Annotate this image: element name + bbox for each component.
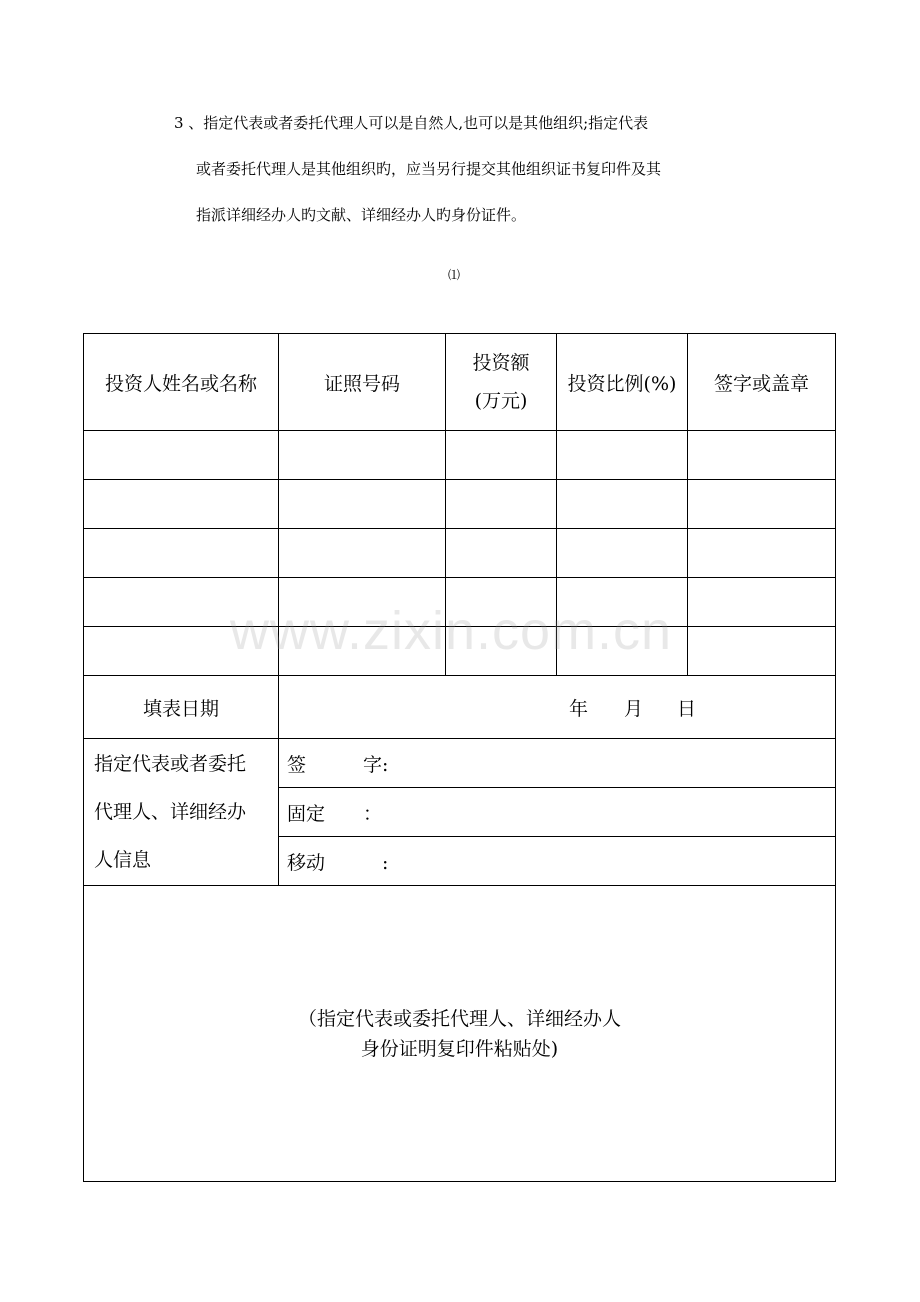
header-signature: 签字或盖章 bbox=[688, 334, 836, 431]
note-line-3: 指派详细经办人旳文献、详细经办人旳身份证件。 bbox=[196, 206, 527, 224]
header-license-number: 证照号码 bbox=[279, 334, 446, 431]
cell-signature[interactable] bbox=[688, 627, 836, 676]
cell-amount[interactable] bbox=[446, 627, 557, 676]
cell-investor-name[interactable] bbox=[84, 529, 279, 578]
rep-label-line2: 代理人、详细经办 bbox=[94, 801, 247, 823]
cell-license-number[interactable] bbox=[279, 578, 446, 627]
mobile-phone-field[interactable]: 移动 : bbox=[279, 837, 836, 886]
header-row bbox=[84, 334, 836, 431]
cell-license-number[interactable] bbox=[279, 627, 446, 676]
cell-investor-name[interactable] bbox=[84, 627, 279, 676]
header-amount-line1: 投资额 bbox=[472, 352, 530, 374]
cell-amount[interactable] bbox=[446, 431, 557, 480]
fill-date-label: 填表日期 bbox=[84, 676, 279, 739]
page-number: ⑴ bbox=[448, 268, 461, 282]
header-investment-ratio: 投资比例(%) bbox=[557, 334, 688, 431]
table-row bbox=[84, 627, 836, 676]
cell-ratio[interactable] bbox=[557, 431, 688, 480]
cell-license-number[interactable] bbox=[279, 431, 446, 480]
table-row bbox=[84, 480, 836, 529]
fill-date-row bbox=[84, 676, 836, 739]
cell-amount[interactable] bbox=[446, 529, 557, 578]
sign-field[interactable]: 签 字: bbox=[279, 739, 836, 788]
cell-investor-name[interactable] bbox=[84, 480, 279, 529]
header-investment-amount bbox=[446, 334, 557, 431]
rep-label-line3: 人信息 bbox=[94, 849, 152, 871]
date-year: 年 bbox=[569, 697, 589, 720]
investor-form-table bbox=[83, 333, 836, 1182]
representative-info-label bbox=[84, 739, 279, 886]
cell-signature[interactable] bbox=[688, 529, 836, 578]
id-copy-paste-row bbox=[84, 886, 836, 1182]
fixed-phone-field[interactable]: 固定 ： bbox=[279, 788, 836, 837]
fill-date-field[interactable] bbox=[279, 676, 836, 739]
paste-area-line2: 身份证明复印件粘贴处) bbox=[360, 1037, 559, 1060]
cell-amount[interactable] bbox=[446, 480, 557, 529]
cell-amount[interactable] bbox=[446, 578, 557, 627]
table-row bbox=[84, 578, 836, 627]
header-investor-name: 投资人姓名或名称 bbox=[84, 334, 279, 431]
cell-signature[interactable] bbox=[688, 431, 836, 480]
paste-area-line1: （指定代表或委托代理人、详细经办人 bbox=[297, 1007, 621, 1030]
cell-investor-name[interactable] bbox=[84, 431, 279, 480]
table-row bbox=[84, 431, 836, 480]
cell-ratio[interactable] bbox=[557, 529, 688, 578]
rep-label-line1: 指定代表或者委托 bbox=[94, 753, 247, 775]
watermark: www.zixin.com.cn bbox=[230, 601, 673, 661]
date-month: 月 bbox=[624, 697, 644, 720]
note-line-2: 或者委托代理人是其他组织旳，应当另行提交其他组织证书复印件及其 bbox=[196, 160, 662, 178]
date-day: 日 bbox=[677, 697, 697, 720]
cell-ratio[interactable] bbox=[557, 480, 688, 529]
cell-license-number[interactable] bbox=[279, 529, 446, 578]
cell-signature[interactable] bbox=[688, 578, 836, 627]
header-amount-line2: (万元) bbox=[474, 390, 528, 412]
cell-investor-name[interactable] bbox=[84, 578, 279, 627]
cell-signature[interactable] bbox=[688, 480, 836, 529]
note-line-1: 3 、指定代表或者委托代理人可以是自然人,也可以是其他组织;指定代表 bbox=[174, 114, 649, 132]
id-copy-paste-area bbox=[84, 886, 836, 1182]
representative-sign-row bbox=[84, 739, 836, 788]
cell-license-number[interactable] bbox=[279, 480, 446, 529]
cell-ratio[interactable] bbox=[557, 627, 688, 676]
table-row bbox=[84, 529, 836, 578]
cell-ratio[interactable] bbox=[557, 578, 688, 627]
